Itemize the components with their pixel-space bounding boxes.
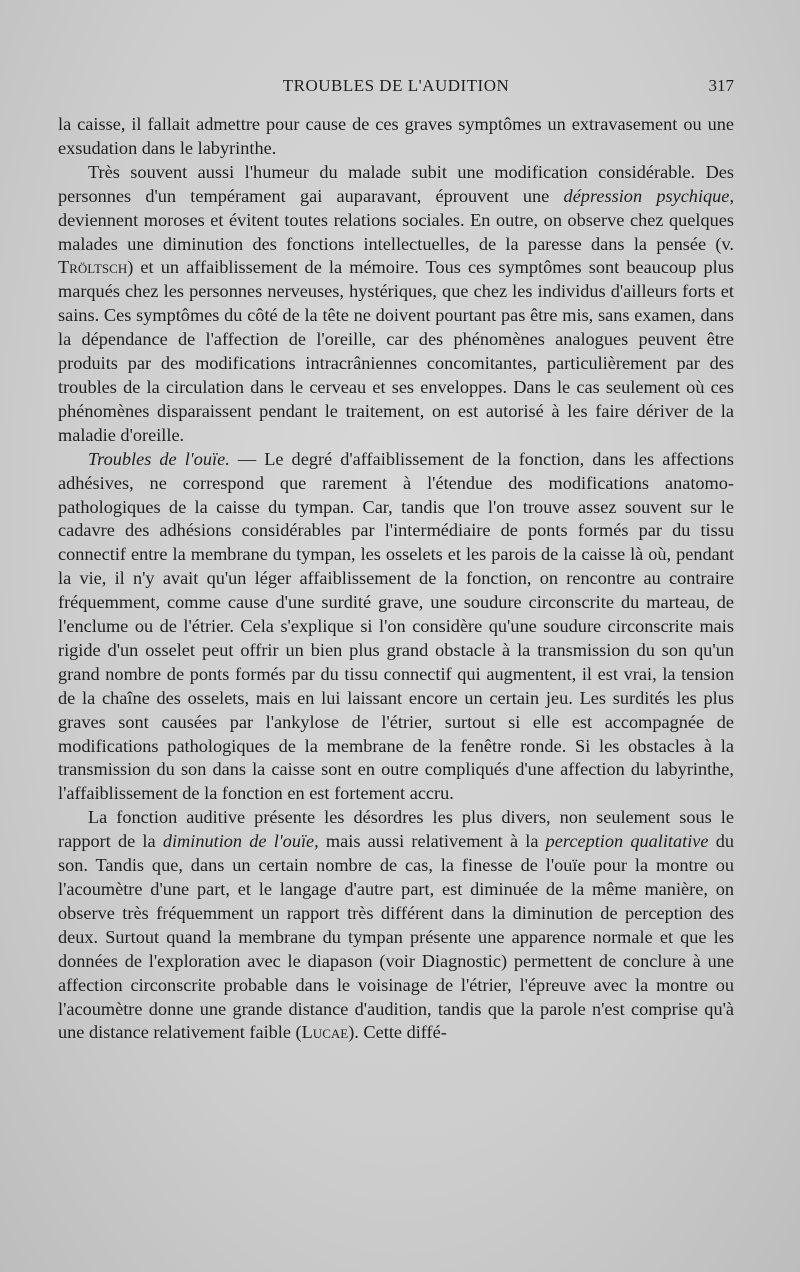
text-run: mais aussi relativement à la: [318, 831, 546, 852]
header-title: TROUBLES DE L'AUDITION: [282, 76, 510, 95]
paragraph: [58, 448, 734, 807]
running-head: [58, 76, 734, 102]
text-run: — Le degré d'affaiblissement de la fonction, dans les affections adhésives, ne correspond que rarement à l'étendue des modifications anatomo-pathologiques de la caisse du tympan. Car, tandis que l'on trouve assez souvent sur le cadavre des adhésions considérables par l'intermédiaire de ponts formés par du tissu connectif entre la membrane du tympan, les osselets et les parois de la caisse là où, pendant la vie, il n'y avait qu'un léger affaiblissement de la fonction, on rencontre au contraire fréquemment, comme cause d'une surdité grave, une soudure circonscrite du marteau, de l'enclume ou de l'étrier. Cela s'explique si l'on considère qu'une soudure circonscrite mais rigide d'un osselet peut offrir un bien plus grand obstacle à la transmission du son qu'un grand nombre de ponts formés par du tissu connectif qui augmentent, il est vrai, la tension de la chaîne des osselets, mais en lui laissant encore un certain jeu. Les surdités les plus graves sont causées par l'ankylose de l'étrier, surtout si elle est accompagnée de modifications pathologiques de la membrane de la fenêtre ronde. Si les obstacles à la transmission du son dans la caisse sont en outre compliqués d'une affection du labyrinthe, l'affaiblissement de la fonction en est fortement accru.: [58, 448, 734, 804]
paragraph: [58, 161, 734, 448]
small-caps-name: Lucae: [301, 1022, 349, 1043]
text-run: Très souvent aussi l'humeur du malade subit une modification considérable. Des personnes d'un tempérament gai auparavant, éprouvent une: [58, 161, 734, 206]
italic-text: Troubles de l'ouïe.: [88, 448, 230, 469]
italic-text: dépression psychique: [563, 185, 730, 206]
text-run: ). Cette diffé-: [348, 1022, 447, 1043]
text-run: du son. Tandis que, dans un certain nombre de cas, la finesse de l'ouïe pour la montre ou l'acoumètre d'une part, et le langage d'autre part, est diminuée de la même manière, on observe très fréquemment un rapport très différent dans la diminution de perception des deux. Surtout quand la membrane du tympan présente une apparence normale et que les données de l'exploration avec le diapason (voir Diagnostic) permettent de conclure à une affection circonscrite probable dans le voisinage de l'étrier, l'épreuve avec la montre ou l'acoumètre donne une grande distance d'audition, tandis que la parole n'est comprise qu'à une distance relativement faible (: [58, 831, 735, 1043]
page-number: 317: [708, 76, 734, 95]
italic-text: perception qualitative: [545, 831, 709, 852]
italic-text: diminution de l'ouïe,: [162, 831, 319, 852]
text-run: La fonction auditive présente les désordres les plus divers, non seulement sous le rapport de la: [58, 807, 734, 852]
paragraph: [58, 113, 734, 161]
body-text: [58, 113, 734, 1045]
small-caps-name: Tröltsch: [58, 257, 128, 278]
paragraph: [58, 806, 734, 1045]
text-run: ) et un affaiblissement de la mémoire. Tous ces symptômes sont beaucoup plus marqués chez les personnes nerveuses, hystériques, que chez les individus d'ailleurs forts et sains. Ces symptômes du côté de la tête ne doivent pourtant pas être mis, sans examen, dans la dépendance de l'affection de l'oreille, car des phénomènes analogues peuvent être produits par des modifications intracrâniennes concomitantes, particulièrement par des troubles de la circulation dans le cerveau et ses enveloppes. Dans le cas seulement où ces phénomènes disparaissent pendant le traitement, on est autorisé à les faire dériver de la maladie d'oreille.: [58, 257, 734, 445]
text-run: , deviennent moroses et évitent toutes relations sociales. En outre, on observe chez quelques malades une diminution des fonctions intellectuelles, de la paresse dans la pensée (v.: [58, 185, 735, 254]
text-run: la caisse, il fallait admettre pour cause de ces graves symptômes un extravasement ou une exsudation dans le labyrinthe.: [58, 114, 734, 158]
